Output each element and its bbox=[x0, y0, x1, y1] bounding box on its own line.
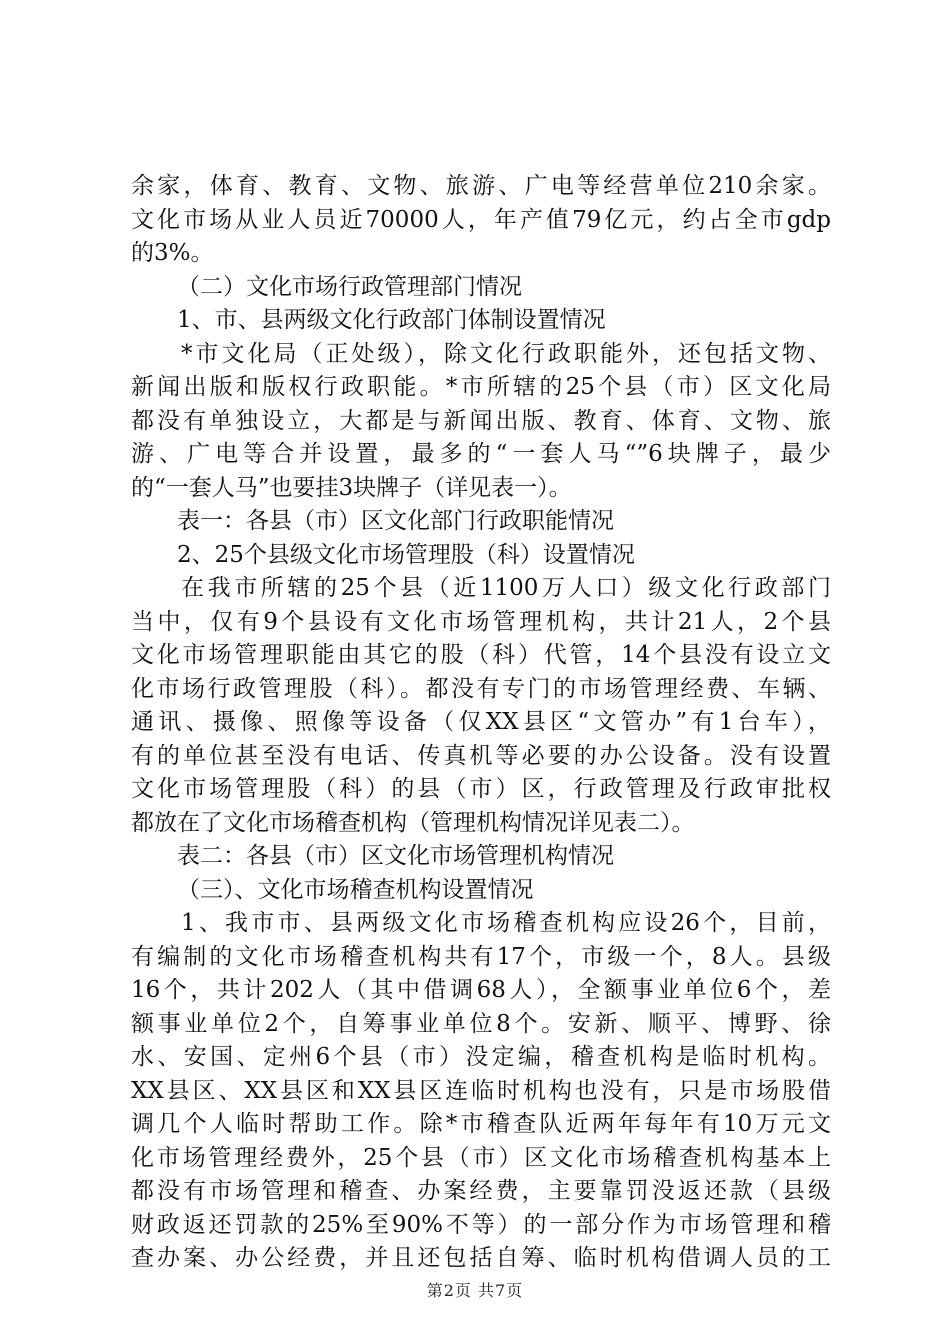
text-line: 在我市所辖的25个县（近1100万人口）级文化行政部门 bbox=[181, 575, 831, 601]
text-line: 文化市场管理股（科）的县（市）区，行政管理及行政审批权 bbox=[131, 776, 831, 802]
text-line: 有的单位甚至没有电话、传真机等必要的办公设备。没有设置 bbox=[131, 742, 831, 769]
section-heading: 表二：各县（市）区文化市场管理机构情况 bbox=[177, 843, 614, 869]
text-line: 水、安国、定州6个县（市）没定编，稽查机构是临时机构。 bbox=[131, 1044, 831, 1070]
text-line: 文化市场管理职能由其它的股（科）代管，14个县没有设立文 bbox=[131, 642, 831, 668]
section-heading: 表一：各县（市）区文化部门行政职能情况 bbox=[177, 508, 614, 534]
text-line: 化市场行政管理股（科）。都没有专门的市场管理经费、车辆、 bbox=[131, 675, 831, 702]
section-heading: （三）、文化市场稽查机构设置情况 bbox=[177, 876, 534, 903]
text-line: 1、我市市、县两级文化市场稽查机构应设26个，目前， bbox=[181, 910, 831, 936]
text-line: 都放在了文化市场稽查机构（管理机构情况详见表二）。 bbox=[131, 809, 695, 836]
text-line: 余家，体育、教育、文物、旅游、广电等经营单位210余家。 bbox=[131, 173, 831, 199]
text-line: 的“一套人马”也要挂3块牌子（详见表一）。 bbox=[131, 474, 572, 501]
text-line: 查办案、办公经费，并且还包括自筹、临时机构借调人员的工 bbox=[131, 1245, 831, 1271]
text-line: 新闻出版和版权行政职能。*市所辖的25个县（市）区文化局 bbox=[131, 374, 831, 400]
section-heading: 2、25个县级文化市场管理股（科）设置情况 bbox=[177, 541, 635, 568]
text-line: 文化市场从业人员近70000人，年产值79亿元，约占全市gdp bbox=[131, 206, 831, 233]
text-line: 当中，仅有9个县设有文化市场管理机构，共计21人，2个县 bbox=[131, 608, 831, 635]
text-line: 游、广电等合并设置，最多的“一套人马“”6块牌子，最少 bbox=[131, 441, 831, 467]
text-line: *市文化局（正处级），除文化行政职能外，还包括文物、 bbox=[181, 340, 831, 367]
text-line: 都没有市场管理和稽查、办案经费，主要靠罚没返还款（县级 bbox=[131, 1178, 831, 1204]
text-line: 额事业单位2个，自筹事业单位8个。安新、顺平、博野、徐 bbox=[131, 1010, 831, 1037]
text-line: 化市场管理经费外，25个县（市）区文化市场稽查机构基本上 bbox=[131, 1144, 831, 1171]
text-line: 有编制的文化市场稽查机构共有17个，市级一个，8人。县级 bbox=[131, 943, 831, 970]
text-line: 调几个人临时帮助工作。除*市稽查队近两年每年有10万元文 bbox=[131, 1111, 831, 1137]
text-line: 通讯、摄像、照像等设备（仅XX县区“文管办”有1台车）， bbox=[131, 709, 831, 735]
body-text bbox=[131, 170, 831, 1276]
text-line: 都没有单独设立，大都是与新闻出版、教育、体育、文物、旅 bbox=[131, 407, 831, 434]
text-line: 的3%。 bbox=[131, 240, 214, 266]
text-line: 财政返还罚款的25%至90%不等）的一部分作为市场管理和稽 bbox=[131, 1211, 831, 1238]
section-heading: （二）文化市场行政管理部门情况 bbox=[177, 273, 522, 300]
text-line: 16个，共计202人（其中借调68人），全额事业单位6个，差 bbox=[131, 977, 831, 1003]
page-footer: 第2页 共7页 bbox=[426, 1281, 524, 1300]
section-heading: 1、市、县两级文化行政部门体制设置情况 bbox=[177, 307, 606, 333]
text-line: XX县区、XX县区和XX县区连临时机构也没有，只是市场股借 bbox=[131, 1077, 831, 1104]
